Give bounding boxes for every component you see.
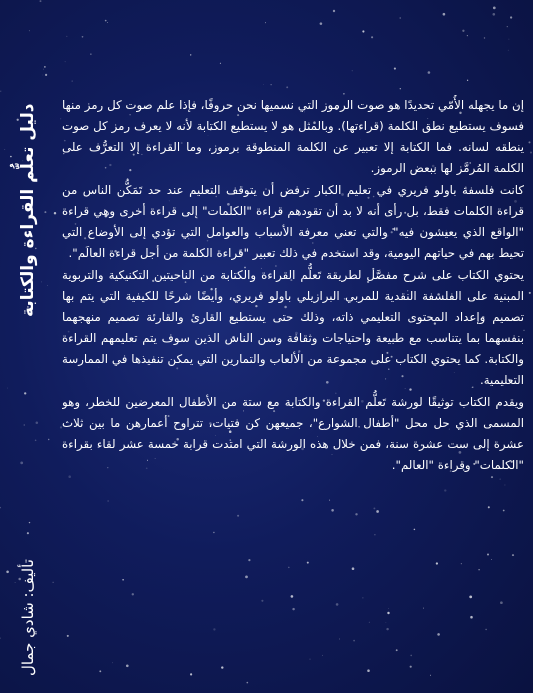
blurb-paragraph: كانت فلسفة باولو فريري في تعليم الكبار ترفض أن يتوقف التعليم عند حد تَمَكُّن الناس من قراءة الكلمات فقط، بل رأى أنه لا بد أن تقودهم قراءة "الكلمات" إلى قراءة أخرى وهي قراءة "الواقع الذي يعيشون فيه" والتي تعني معرفة الأسباب والعوامل التي تؤدي إلى الأوضاع التي تحيط بهم في حياتهم اليومية، وقد استخدم في ذلك تعبير "قراءة الكلمة من أجل قراءة العالَم". [62,183,524,260]
blurb-paragraph: يحتوي الكتاب على شرح مفصَّل لطريقة تَعلُّم القراءة والكتابة من الناحيتين التكنيكية والتربوية المبنية على الفلسفة النقدية للمربي البرازيلي باولو فريري، وأيضًا شرحًا للكيفية التي يتم بها تصميم وإعداد المحتوى التعليمي ذاته، وذلك حتى يستطيع القارئ والقارئة تصميم منهجهما بنفسهما بما يتناسب مع طبيعة واحتياجات وثقافة وسن الناس الذين سوف يتم تعليمهم القراءة والكتابة. كما يحتوي الكتاب على مجموعة من الألعاب والتمارين التي يمكن تنفيذها في الممارسة التعليمية. [62,268,524,387]
spine-title: دليل تعلُّم القراءة والكتابة [18,103,38,317]
blurb-paragraph: ويقدم الكتاب توثيقًا لورشة تَعلُّم القراءة والكتابة مع ستة من الأطفال المعرضين للخطر، وهو المسمى الذي حل محل "أطفال الشوارع"، جميعهن كن فتيات، تتراوح أعمارهن ما بين ثلاث عشرة إلى ست عشرة سنة، فمن خلال هذه الورشة التي امتدت قرابة خمسة عشر لقاء بقراءة "الكلمات" وقراءة "العالم". [62,395,524,472]
blurb-text [62,95,524,605]
spine-author: تأليف: شادي جمال [19,559,37,676]
blurb-paragraph: إن ما يجهله الأُمّي تحديدًا هو صوت الرموز التي نسميها نحن حروفًا، فإذا علم صوت كل رمز منها فسوف يستطيع نطق الكلمة (قراءتها). وبالمثل هو لا يستطيع الكتابة لأنه لا يعرف رمز كل صوت ينطقه لسانه. فما الكتابة إلا تعبير عن الكلمة المنطوقة برموز، وما القراءة إلا التعرُّف على الكلمة المُرمَّز لها ببعض الرموز. [62,98,524,175]
